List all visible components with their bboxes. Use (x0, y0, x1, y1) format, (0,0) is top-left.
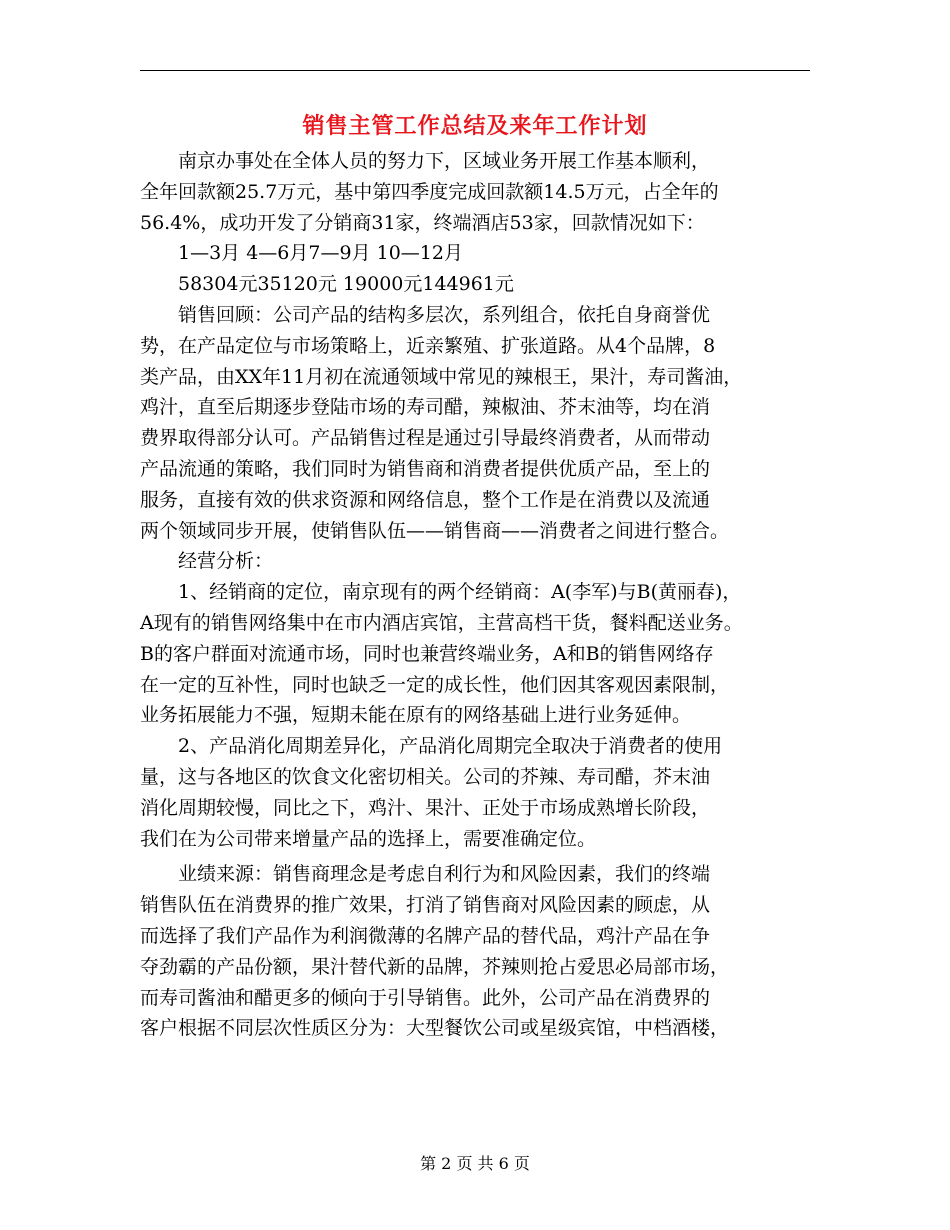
body-line: 产品流通的策略，我们同时为销售商和消费者提供优质产品，至上的 (140, 457, 711, 480)
page-number-footer: 第 2 页 共 6 页 (420, 1154, 530, 1173)
body-line: 两个领域同步开展，使销售队伍——销售商——消费者之间进行整合。 (140, 519, 730, 542)
body-line: 销售队伍在消费界的推广效果，打消了销售商对风险因素的顾虑，从 (140, 894, 711, 917)
body-line: 类产品，由XX年11月初在流通领域中常见的辣根王，果汁，寿司酱油， (140, 365, 743, 388)
body-line: 全年回款额25.7万元，基中第四季度完成回款额14.5万元，占全年的 (140, 180, 719, 203)
body-line: 经营分析： (140, 550, 274, 573)
body-line: 鸡汁，直至后期逐步登陆市场的寿司醋，辣椒油、芥末油等，均在消 (140, 396, 711, 419)
body-line: B的客户群面对流通市场，同时也兼营终端业务，A和B的销售网络存 (140, 642, 714, 665)
body-line: A现有的销售网络集中在市内酒店宾馆，主营高档干货，餐料配送业务。 (140, 611, 743, 634)
body-line: 1—3月 4—6月7—9月 10—12月 (140, 242, 463, 265)
body-line: 业务拓展能力不强，短期未能在原有的网络基础上进行业务延伸。 (140, 704, 692, 727)
header-rule (140, 70, 810, 71)
document-body (140, 146, 830, 1044)
body-line: 业绩来源：销售商理念是考虑自利行为和风险因素，我们的终端 (140, 863, 711, 886)
body-line: 服务，直接有效的供求资源和网络信息，整个工作是在消费以及流通 (140, 488, 711, 511)
body-line: 而选择了我们产品作为利润微薄的名牌产品的替代品，鸡汁产品在争 (140, 924, 711, 947)
body-line: 夺劲霸的产品份额，果汁替代新的品牌，芥辣则抢占爱思必局部市场， (140, 955, 730, 978)
body-line: 2、产品消化周期差异化，产品消化周期完全取决于消费者的使用 (140, 735, 723, 758)
body-line: 我们在为公司带来增量产品的选择上，需要准确定位。 (140, 827, 597, 850)
body-line: 56.4%，成功开发了分销商31家，终端酒店53家，回款情况如下： (140, 211, 705, 234)
body-line: 58304元35120元 19000元144961元 (140, 273, 514, 296)
body-line: 势，在产品定位与市场策略上，近亲繁殖、扩张道路。从4个品牌，8 (140, 334, 716, 357)
body-line: 而寿司酱油和醋更多的倾向于引导销售。此外，公司产品在消费界的 (140, 986, 711, 1009)
body-line: 销售回顾：公司产品的结构多层次，系列组合，依托自身商誉优 (140, 303, 711, 326)
body-line: 南京办事处在全体人员的努力下，区域业务开展工作基本顺利， (140, 150, 711, 172)
body-line: 消化周期较慢，同比之下，鸡汁、果汁、正处于市场成熟增长阶段， (140, 796, 711, 819)
body-line: 客户根据不同层次性质区分为：大型餐饮公司或星级宾馆，中档酒楼， (140, 1017, 730, 1040)
body-line: 量，这与各地区的饮食文化密切相关。公司的芥辣、寿司醋，芥末油 (140, 765, 711, 788)
body-line: 在一定的互补性，同时也缺乏一定的成长性，他们因其客观因素限制， (140, 673, 730, 696)
document-title: 销售主管工作总结及来年工作计划 (302, 114, 648, 139)
body-line: 费界取得部分认可。产品销售过程是通过引导最终消费者，从而带动 (140, 427, 711, 450)
body-line: 1、经销商的定位，南京现有的两个经销商：A(李军)与B(黄丽春)， (140, 581, 742, 604)
